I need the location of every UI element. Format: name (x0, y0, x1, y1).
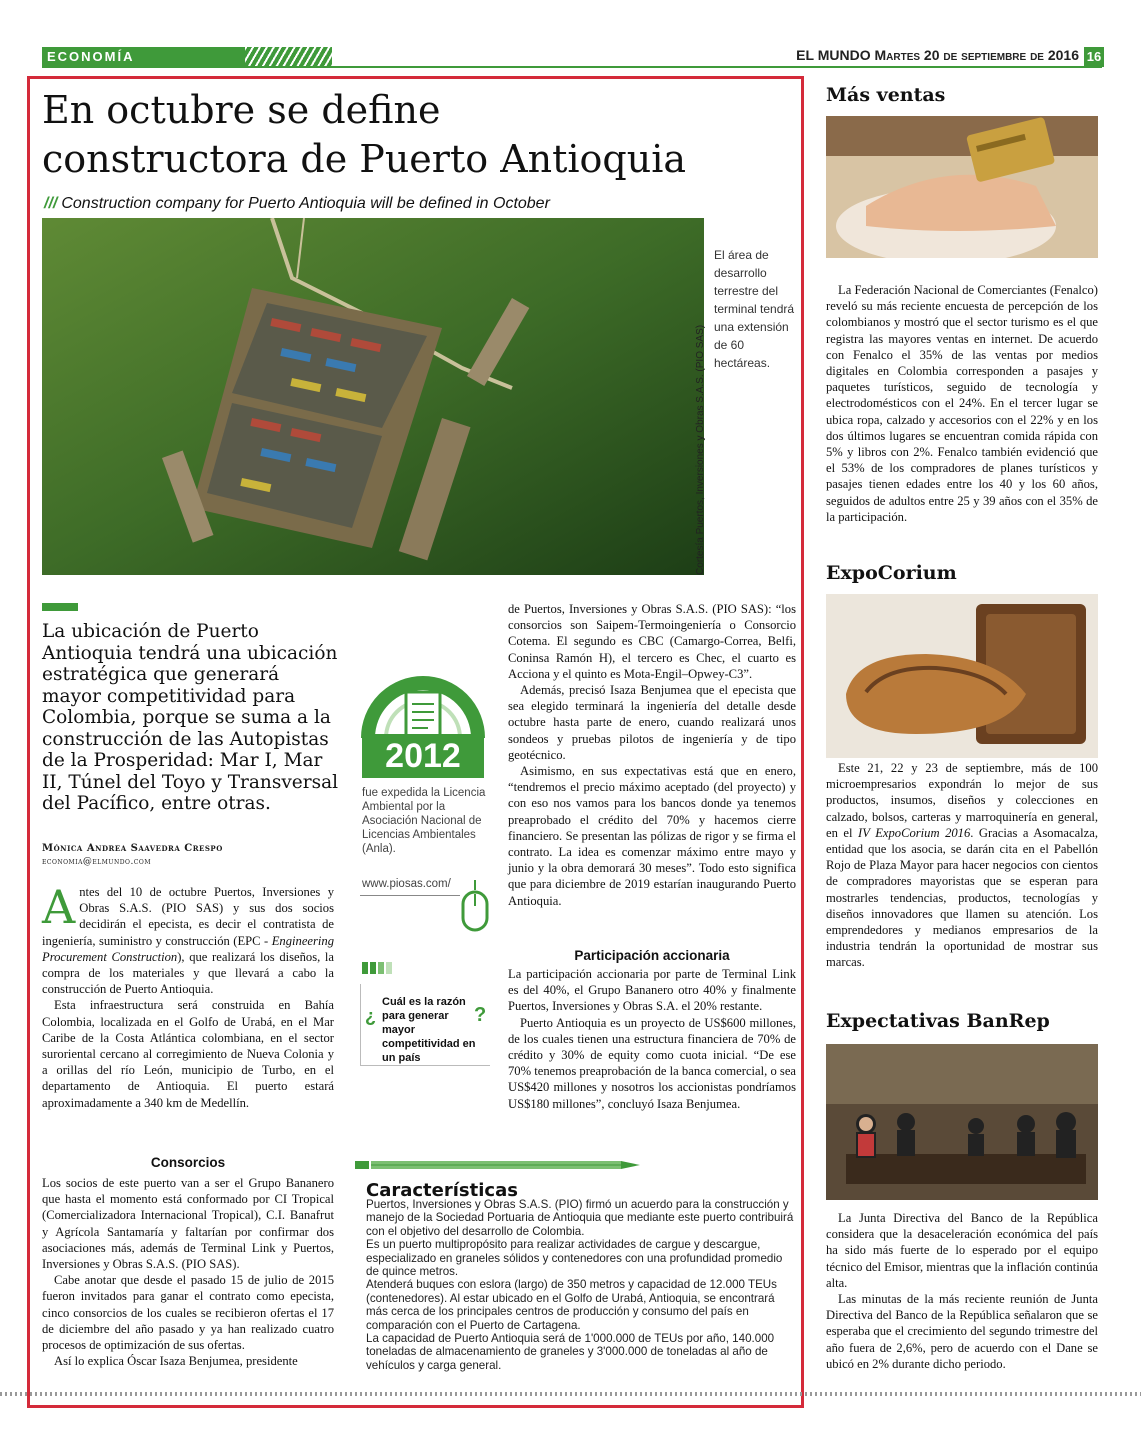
page-number: 16 (1084, 47, 1104, 67)
section-label: ECONOMÍA (47, 49, 135, 64)
headline-line-2: constructora de Puerto Antioquia (42, 137, 687, 181)
website-link: www.piosas.com/ (362, 878, 451, 890)
lead-marker (42, 603, 78, 611)
hands-card-photo (826, 116, 1098, 258)
c2-paragraph-1: de Puertos, Inversiones y Obras S.A.S. (PIO SAS): “los consorcios son Saipem-Termoingeniería o Consorcio Cotema. El segundo es CBC (Camargo-Correa, Belfi, Coninsa Ramón H), el tercero es Chec, el cuarto es Acciona y el quinto es Mota-Engil–Opwey-C3”. (508, 602, 796, 681)
website-underline (360, 895, 460, 896)
subtitle-consorcios: Consorcios (150, 1155, 226, 1170)
paragraph-5: Así lo explica Óscar Isaza Benjumea, presidente (54, 1354, 298, 1369)
shoe-wallet-photo (826, 594, 1098, 758)
subtitle-participacion: Participación accionaria (574, 948, 730, 963)
year-caption: fue expedida la Licencia Ambiental por la Asociación Nacional de Licencias Ambientales (Anla). (362, 787, 486, 855)
headline (42, 86, 782, 184)
photo-credit: Cortesía Puertos, Inversiones y Obras S.A.S. (PIO SAS) (695, 324, 706, 575)
photo-caption: El área de desarrollo terrestre del terminal tendrá una extensión de 60 hectáreas. (714, 248, 795, 370)
question-mark-open: ¿ (365, 1006, 376, 1026)
pencil-icon (355, 1158, 645, 1172)
sidebar-title-mas-ventas: Más ventas (826, 84, 946, 106)
paragraph-2: Esta infraestructura será construida en Bahía Colombia, localizada en el Golfo de Urabá, en el Mar Caribe de la Costa Atlántica colombiana, en el sector suroriental cercano al corregimiento de Nueva Colonia y a orillas del río León, municipio de Turbo, en el departamento de Antioquia. El puerto estará aproximadamente a 340 km de Medellín. (42, 998, 334, 1110)
drop-cap: A (42, 880, 76, 934)
issue-date: Martes 20 de septiembre de 2016 (874, 47, 1079, 63)
paragraph-4: Cabe anotar que desde el pasado 15 de julio de 2015 fueron invitados para ganar el contrato como epecista, cinco consorcios de los cuales se recibieron ofertas el 17 de diciembre del año pasado y ya han realizado cuatro procesos de optimización de sus ofertas. (42, 1273, 334, 1353)
mouse-icon (460, 880, 490, 932)
lead-paragraph: La ubicación de Puerto Antioquia tendrá una ubicación estratégica que generará mayor competitividad para Colombia, porque se suma a la construcción de las Autopistas de la Prosperidad: Mar I, Mar II, Túnel del Toyo y Transversal del Pacífico, entre otras. (42, 621, 339, 814)
byline-author: Mónica Andrea Saavedra Crespo (42, 843, 223, 854)
bottom-dotted-rule (0, 1392, 1141, 1396)
section-stripes (245, 47, 335, 66)
port-aerial-photo (42, 218, 704, 575)
subhead (44, 195, 550, 213)
masthead (796, 47, 1079, 63)
byline-email: economia@elmundo.com (42, 857, 151, 867)
subhead-text: Construction company for Puerto Antioquia will be defined in October (61, 195, 550, 212)
year-badge: 2012 (362, 734, 484, 778)
sidebar-text-expocorium: Este 21, 22 y 23 de septiembre, más de 100 microempresarios expondrán lo mejor de sus productos, insumos, diseños y colecciones en calzado, bolsos, carteras y marroquinería en general, en el IV ExpoCorium 2016. Gracias a Asomacalza, entidad que los asocia, se darán cita en el Pabellón Rojo de Plaza Mayor para hacer negocios con cientos de compradores mayoristas que se esperan para mostrarles tendencias, productos, tecnologías y diseños innovadores que llamen su atención. Los emprendedores y medianos empresarios de la industria tendrán la oportunidad de mostrar sus marcas. (826, 761, 1098, 970)
headline-line-1: En octubre se define (42, 88, 441, 132)
c2-paragraph-3: Asimismo, en sus expectativas está que en enero, “tendremos el precio máximo aceptado (del proyecto) y con eso nos vamos para los bancos donde ya tenemos preaprobado el crédito del 70% y hacemos cierre financiero. Se presentan las pólizas de rigor y se firma el contrato. La idea es comenzar máximo entre mayo y junio y la obra demorará 30 meses”. Todo esto significa que para diciembre de 2019 estarían inaugurando Puerto Antioquia. (508, 764, 796, 908)
caract-paragraph-2: Es un puerto multipropósito para realizar actividades de cargue y descargue, especializado en graneles sólidos y contenedores con una profundidad promedio de quince metros. (366, 1238, 783, 1279)
board-meeting-photo (826, 1044, 1098, 1200)
c2-paragraph-4: La participación accionaria por parte de Terminal Link es del 40%, el Grupo Bananero otro 40% y finalmente Puertos, Inversiones y Obras S.A. el 20% restante. (508, 967, 796, 1014)
paragraph-3: Los socios de este puerto van a ser el Grupo Bananero que hasta el momento está conformado por CI Tropical (Comercializadora Internacional Tropical), C.I. Banafrut y Agrícola Santamaría y faltarían por confirmar dos asociaciones más, además de Terminal Link y Puertos, Inversiones y Obras S.A.S. (PIO SAS). (42, 1176, 334, 1272)
sidebar-text-banrep: La Junta Directiva del Banco de la República considera que la desaceleración económica del país ha sido más fuerte de lo esperado por el equipo técnico del Emisor, mientras que la inflación continúa alta. Las minutas de la más reciente reunión de Junta Directiva del Banco de la República señalaron que se esperaba que el crecimiento del segundo trimestre del año fuera de 2,6%, pero de acuerdo con el Dane se ubicó en 2% durante dicho periodo. (826, 1211, 1098, 1371)
caracteristicas-title: Características (366, 1180, 518, 1201)
question-mark-close: ? (474, 1004, 487, 1026)
sidebar-title-expocorium: ExpoCorium (826, 562, 957, 584)
sidebar-text-mas-ventas: La Federación Nacional de Comerciantes (Fenalco) reveló su más reciente encuesta de percepción de los colombianos y mostró que el sector turismo es el que registra las mayores ventas en internet. De acuerdo con Fenalco el 35% de las ventas por medios digitales en Colombia corresponden a pasajes y paquetes turísticos, seguido de tecnología y electrodomésticos con el 24%. En el tercer lugar se ubica ropa, calzado y accesorios con el 22% y en los dos últimos lugares se encuentran comida rápida con 5% y libros con 2%. Fenalco también evidenció que el 53% de los compradores de planes turísticos y pasajes tienen edades entre los 40 y los 60 años, seguidos de adultos entre 25 y 39 años con el 35% de la participación. (826, 283, 1098, 524)
caract-paragraph-1: Puertos, Inversiones y Obras S.A.S. (PIO) firmó un acuerdo para la construcción y manejo de la Sociedad Portuaria de Antioquia que mediante este puerto contribuirá con el objetivo del desarrollo de Colombia. (366, 1198, 794, 1238)
caract-paragraph-3: Atenderá buques con eslora (largo) de 350 metros y capacidad de 12.000 TEUs (contenedores). Al estar ubicado en el Golfo de Urabá, Antioquia, se encontrará más cerca de los principales centros de producción y consumo del país en comparación con el Puerto de Cartagena. (366, 1278, 777, 1332)
section-rule (42, 66, 1102, 68)
article-column-2 (508, 601, 796, 909)
bars-icon (362, 962, 402, 974)
caract-paragraph-4: La capacidad de Puerto Antioquia será de 1'000.000 de TEUs por año, 140.000 toneladas de almacenamiento de graneles y 3'000.000 de toneladas al año de vehículos y carga general. (366, 1332, 775, 1372)
paragraph-1: Antes del 10 de octubre Puertos, Inversiones y Obras S.A.S. (PIO SAS) y sus dos socios decidirán el epecista, es decir el contratista de ingeniería, suministro y construcción (EPC - Engineering Procurement Construction), que realizará los diseños, la compra de los materiales y que llevará a cabo la construcción de Puerto Antioquia. (42, 880, 334, 997)
port-illustration (42, 218, 704, 575)
c2-paragraph-2: Además, precisó Isaza Benjumea que el epecista que sea elegido terminará la ingeniería del detalle desde octubre hasta parte de enero, cuando realizará unos sondeos y pruebas pilotos de ingeniería y de tipo geotécnico. (508, 683, 796, 762)
article-column-1b (42, 1175, 334, 1369)
article-column-1 (42, 880, 334, 1111)
caracteristicas-text (366, 1198, 796, 1372)
question-text: Cuál es la razón para generar mayor competitividad en un país (382, 996, 476, 1064)
article-column-2b (508, 966, 796, 1112)
slashes-icon: /// (44, 195, 58, 212)
sidebar-title-banrep: Expectativas BanRep (826, 1010, 1050, 1032)
c2-paragraph-5: Puerto Antioquia es un proyecto de US$600 millones, de los cuales tienen una estructura financiera de 70% de crédito y 30% de equity como cuota inicial. “De ese 70% tenemos preaprobación de la banca comercial, o sea US$420 millones y nosotros los accionistas pondríamos US$180 millones”, concluyó Isaza Benjumea. (508, 1015, 796, 1111)
paper-name: EL MUNDO (796, 47, 871, 63)
